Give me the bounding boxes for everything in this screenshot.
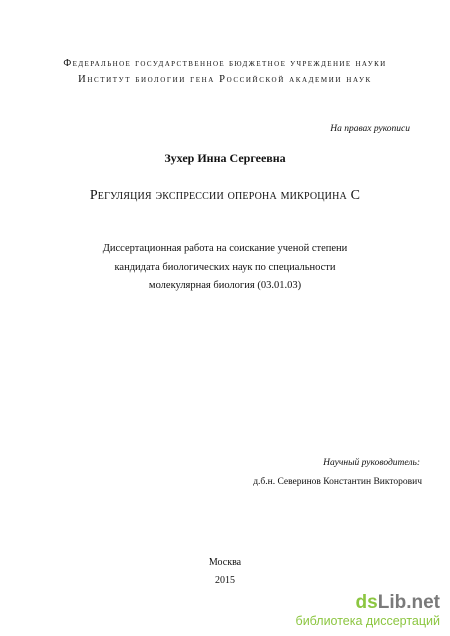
dissertation-title: Регуляция экспрессии оперона микроцина С bbox=[89, 188, 361, 203]
author-name: Зухер Инна Сергеевна bbox=[164, 151, 286, 165]
organization-line-2: Институт биологии гена Российской академии наук bbox=[78, 74, 372, 85]
watermark-subtitle: библиотека диссертаций bbox=[295, 614, 440, 628]
advisor-label: Научный руководитель: bbox=[323, 458, 420, 468]
manuscript-rights-note: На правах рукописи bbox=[330, 124, 410, 134]
year: 2015 bbox=[215, 575, 235, 586]
watermark-logo-ds: ds bbox=[355, 592, 378, 613]
watermark-logo-lib: Lib bbox=[377, 592, 407, 613]
description-line-1: Диссертационная работа на соискание ученой степени bbox=[102, 243, 348, 254]
watermark-logo bbox=[296, 593, 440, 613]
organization-line-1: Федеральное государственное бюджетное учреждение науки bbox=[63, 58, 387, 69]
advisor-name: д.б.н. Северинов Константин Викторович bbox=[253, 477, 422, 487]
description-line-2: кандидата биологических наук по специальности bbox=[114, 262, 336, 273]
watermark-logo-net: .net bbox=[406, 592, 440, 613]
description-line-3: молекулярная биология (03.01.03) bbox=[148, 280, 302, 291]
dslib-watermark bbox=[296, 593, 440, 628]
city: Москва bbox=[208, 557, 242, 568]
